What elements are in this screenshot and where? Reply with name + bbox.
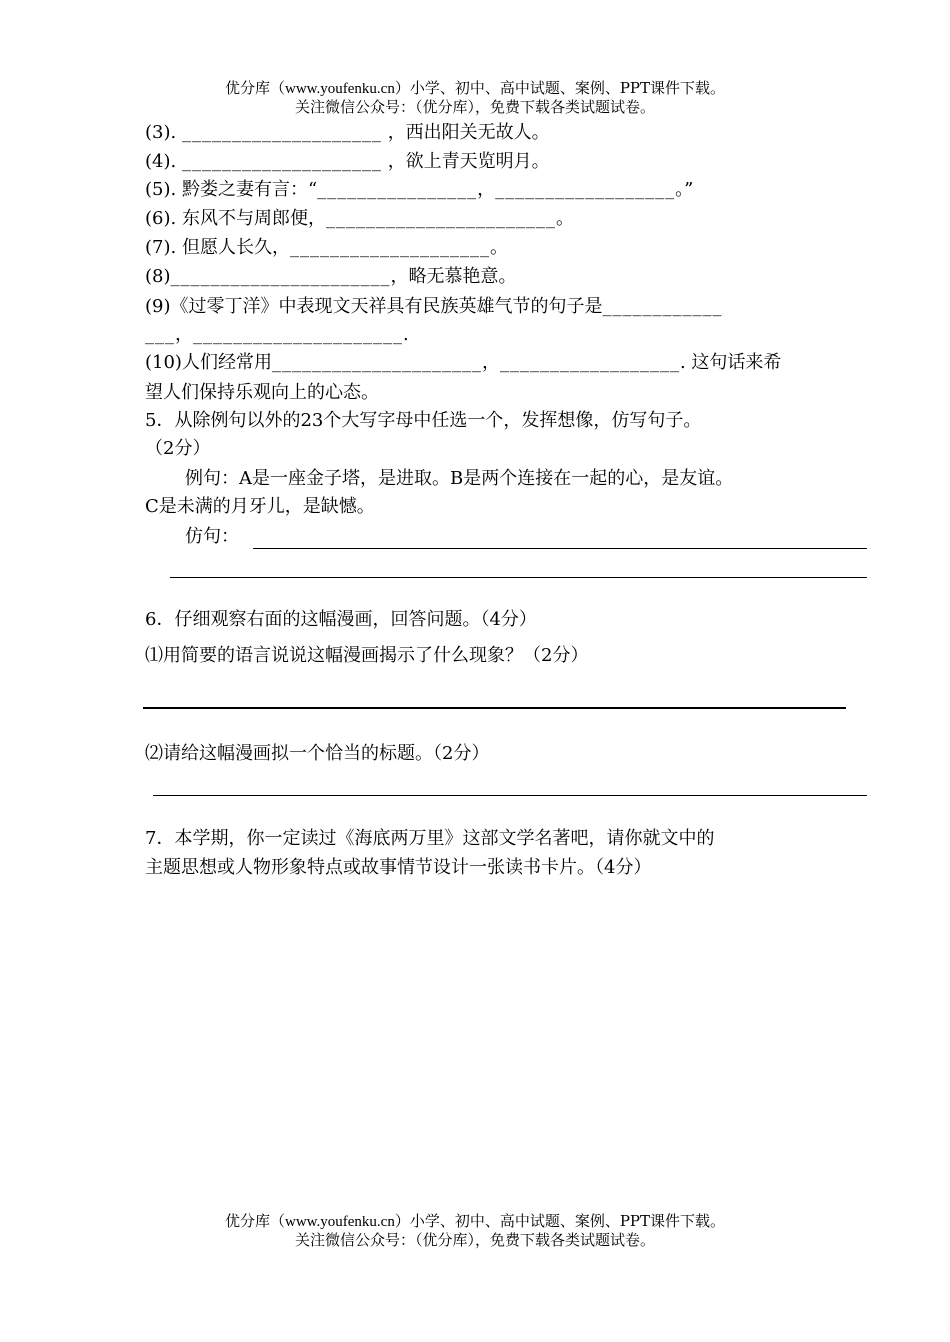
item-text: ，欲上青天览明月。	[387, 151, 550, 172]
answer-blank[interactable]: ________________	[317, 179, 478, 200]
q4-item-5	[145, 177, 693, 203]
q4-item-9	[145, 294, 723, 320]
item-text: 黔娄之妻有言：“	[181, 179, 318, 200]
item-label: (4).	[145, 151, 177, 172]
footer-suffix: ）小学、初中、高中试题、案例、PPT课件下载。	[394, 1212, 726, 1230]
item-text: ，	[481, 352, 500, 373]
footer-line-1	[0, 1212, 950, 1232]
footer-prefix: 优分库（	[224, 1212, 285, 1230]
item-text: ，	[175, 324, 193, 345]
item-label: (8)	[145, 266, 171, 287]
item-label: (5).	[145, 179, 177, 200]
q5-imitate-label: 仿句：	[185, 526, 239, 547]
item-text: ，	[477, 179, 496, 200]
q6-sub-1: ⑴用简要的语言说说这幅漫画揭示了什么现象？（2分）	[145, 645, 589, 666]
answer-blank[interactable]: ______________________	[170, 266, 391, 287]
item-text: (6). 东风不与周郎便，	[145, 208, 326, 229]
header-line-2: 关注微信公众号：（优分库），免费下载各类试题试卷。	[294, 98, 655, 116]
q4-item-6	[145, 206, 574, 232]
item-text: ，略无慕艳意。	[390, 266, 517, 287]
q4-item-8	[145, 264, 517, 290]
q7-line-2: 主题思想或人物形象特点或故事情节设计一张读书卡片。（4分）	[145, 857, 652, 878]
answer-blank[interactable]: _______________________	[325, 208, 556, 229]
answer-blank[interactable]: ____________________	[181, 151, 382, 172]
item-text: 。”	[675, 179, 694, 200]
q5-answer-line-2[interactable]	[170, 577, 867, 578]
header-url: www.youfenku.cn	[284, 81, 395, 97]
item-text: . 这句话来希	[679, 352, 782, 373]
q4-item-10-cont: 望人们保持乐观向上的心态。	[145, 382, 379, 403]
answer-blank[interactable]: _____________________	[271, 352, 482, 373]
q4-item-10	[145, 350, 781, 376]
q4-item-7	[145, 235, 508, 261]
q6-answer-line-1[interactable]	[143, 707, 846, 709]
item-text: .	[403, 324, 409, 345]
answer-blank[interactable]: ____________	[602, 296, 723, 317]
footer-line-2: 关注微信公众号：（优分库），免费下载各类试题试卷。	[294, 1231, 655, 1249]
header-line-1	[0, 79, 950, 99]
answer-blank[interactable]: __________________	[499, 352, 680, 373]
item-label: (3).	[145, 122, 177, 143]
q4-item-3	[145, 120, 550, 146]
q5-example-line-1: 例句：A是一座金子塔，是进取。B是两个连接在一起的心，是友谊。	[185, 468, 734, 489]
q5-example-line-2: C是未满的月牙儿，是缺憾。	[145, 496, 375, 517]
answer-blank[interactable]: __________________	[495, 179, 676, 200]
item-text: (10)人们经常用	[145, 352, 272, 373]
answer-blank[interactable]: ____________________	[289, 237, 490, 258]
item-text: (7). 但愿人长久，	[145, 237, 290, 258]
q5-answer-line-1[interactable]	[253, 548, 867, 549]
q4-item-4	[145, 149, 550, 175]
answer-blank[interactable]: ___	[145, 324, 175, 345]
q6-title: 6．仔细观察右面的这幅漫画，回答问题。（4分）	[145, 609, 537, 630]
item-text: (9)《过零丁洋》中表现文天祥具有民族英雄气节的句子是	[145, 296, 603, 317]
q5-title: 5．从除例句以外的23个大写字母中任选一个，发挥想像，仿写句子。	[145, 410, 702, 431]
q4-item-9-cont	[145, 322, 409, 348]
header-suffix: ）小学、初中、高中试题、案例、PPT课件下载。	[394, 79, 726, 97]
item-text: 。	[555, 208, 574, 229]
q6-answer-line-2[interactable]	[153, 795, 867, 796]
item-text: 。	[489, 237, 508, 258]
header-prefix: 优分库（	[224, 79, 285, 97]
q6-sub-2: ⑵请给这幅漫画拟一个恰当的标题。（2分）	[145, 743, 490, 764]
answer-blank[interactable]: _____________________	[193, 324, 403, 345]
answer-blank[interactable]: ____________________	[181, 122, 382, 143]
footer-url: www.youfenku.cn	[284, 1214, 395, 1230]
q7-line-1: 7．本学期，你一定读过《海底两万里》这部文学名著吧，请你就文中的	[145, 828, 715, 849]
q5-score: （2分）	[145, 438, 211, 459]
item-text: ，西出阳关无故人。	[387, 122, 550, 143]
